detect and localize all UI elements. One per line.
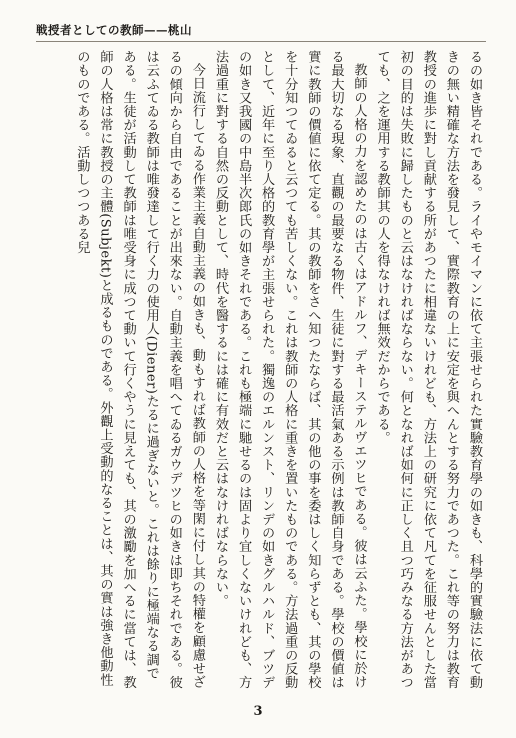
body-text <box>28 50 486 692</box>
header-rule <box>36 41 486 42</box>
running-head: 戦授者としての教師——桃山 <box>36 23 192 37</box>
paragraph: 今日流行してゐる作業主義自動主義の如きも、動もすれば教師の人格を等閑に付し其の特權を顧慮せざるの傾向から自由であることが出來ない。自動主義を唱へてゐるガウデツヒの如きは即ちそれである。彼は云ふてゐる教師は唯發達して行く力の使用人(Diener)たるに過ぎないと。これは餘りに極端なる調である。生徒が活動して教師は唯受身に成つて動いて行くやうに見えても、其の激勵を加へるに當ては、教師の人格は常に教授の主體(Subjekt)と成るものである。外觀上受動的なることは、其の實は強き他動性のものである。活動しつつある兒 <box>74 50 205 690</box>
paragraph: るの如き皆それである。ライやモイマンに依て主張せられた實驗教育學の如きも、科學的實驗法に依て動きの無い精確な方法を發見して、實際教育の上に安定を與へんとする努力であつた。これ等の努力は教育教授の進歩に對し貢献する所があつたに相違ないけれども、方法上の研究に依て凡てを征服せんとした當初の目的は失敗に歸したものと云はなければならない。何となれば如何に正しく且つ巧みなる方法があつても、之を運用する教師其の人を得なければ無效だからである。 <box>374 50 482 690</box>
page-number: 3 <box>253 704 263 719</box>
paragraph: 教師の人格の力を認めたのは古くはアドルフ、デキーステルヴエツヒである。彼は云ふた。學校に於ける最大切なる現象、直觀の最要なる物件、生徒に對する最活氣ある示例は教師自身である。學校の價値は實に教師の價値に依て定る。其の教師をさへ知つたならば、其の他の事を委はしく知らずとも、其の學校を十分知つてゐると云つても苦しくない。これは教師の人格に重きを置いたものである。方法過重の反動として、近年に至り人格的教育學が主張せられた。獨逸のエルンスト、リンデの如きグルハルド、ブツデの如き又我國の中島半次郎氏の如きそれである。これも極端に馳せるのは固より宜しくないけれども、方法過重に對する自然の反動として、時代を醫するには確に有效だと云はなければならない。 <box>212 50 367 690</box>
